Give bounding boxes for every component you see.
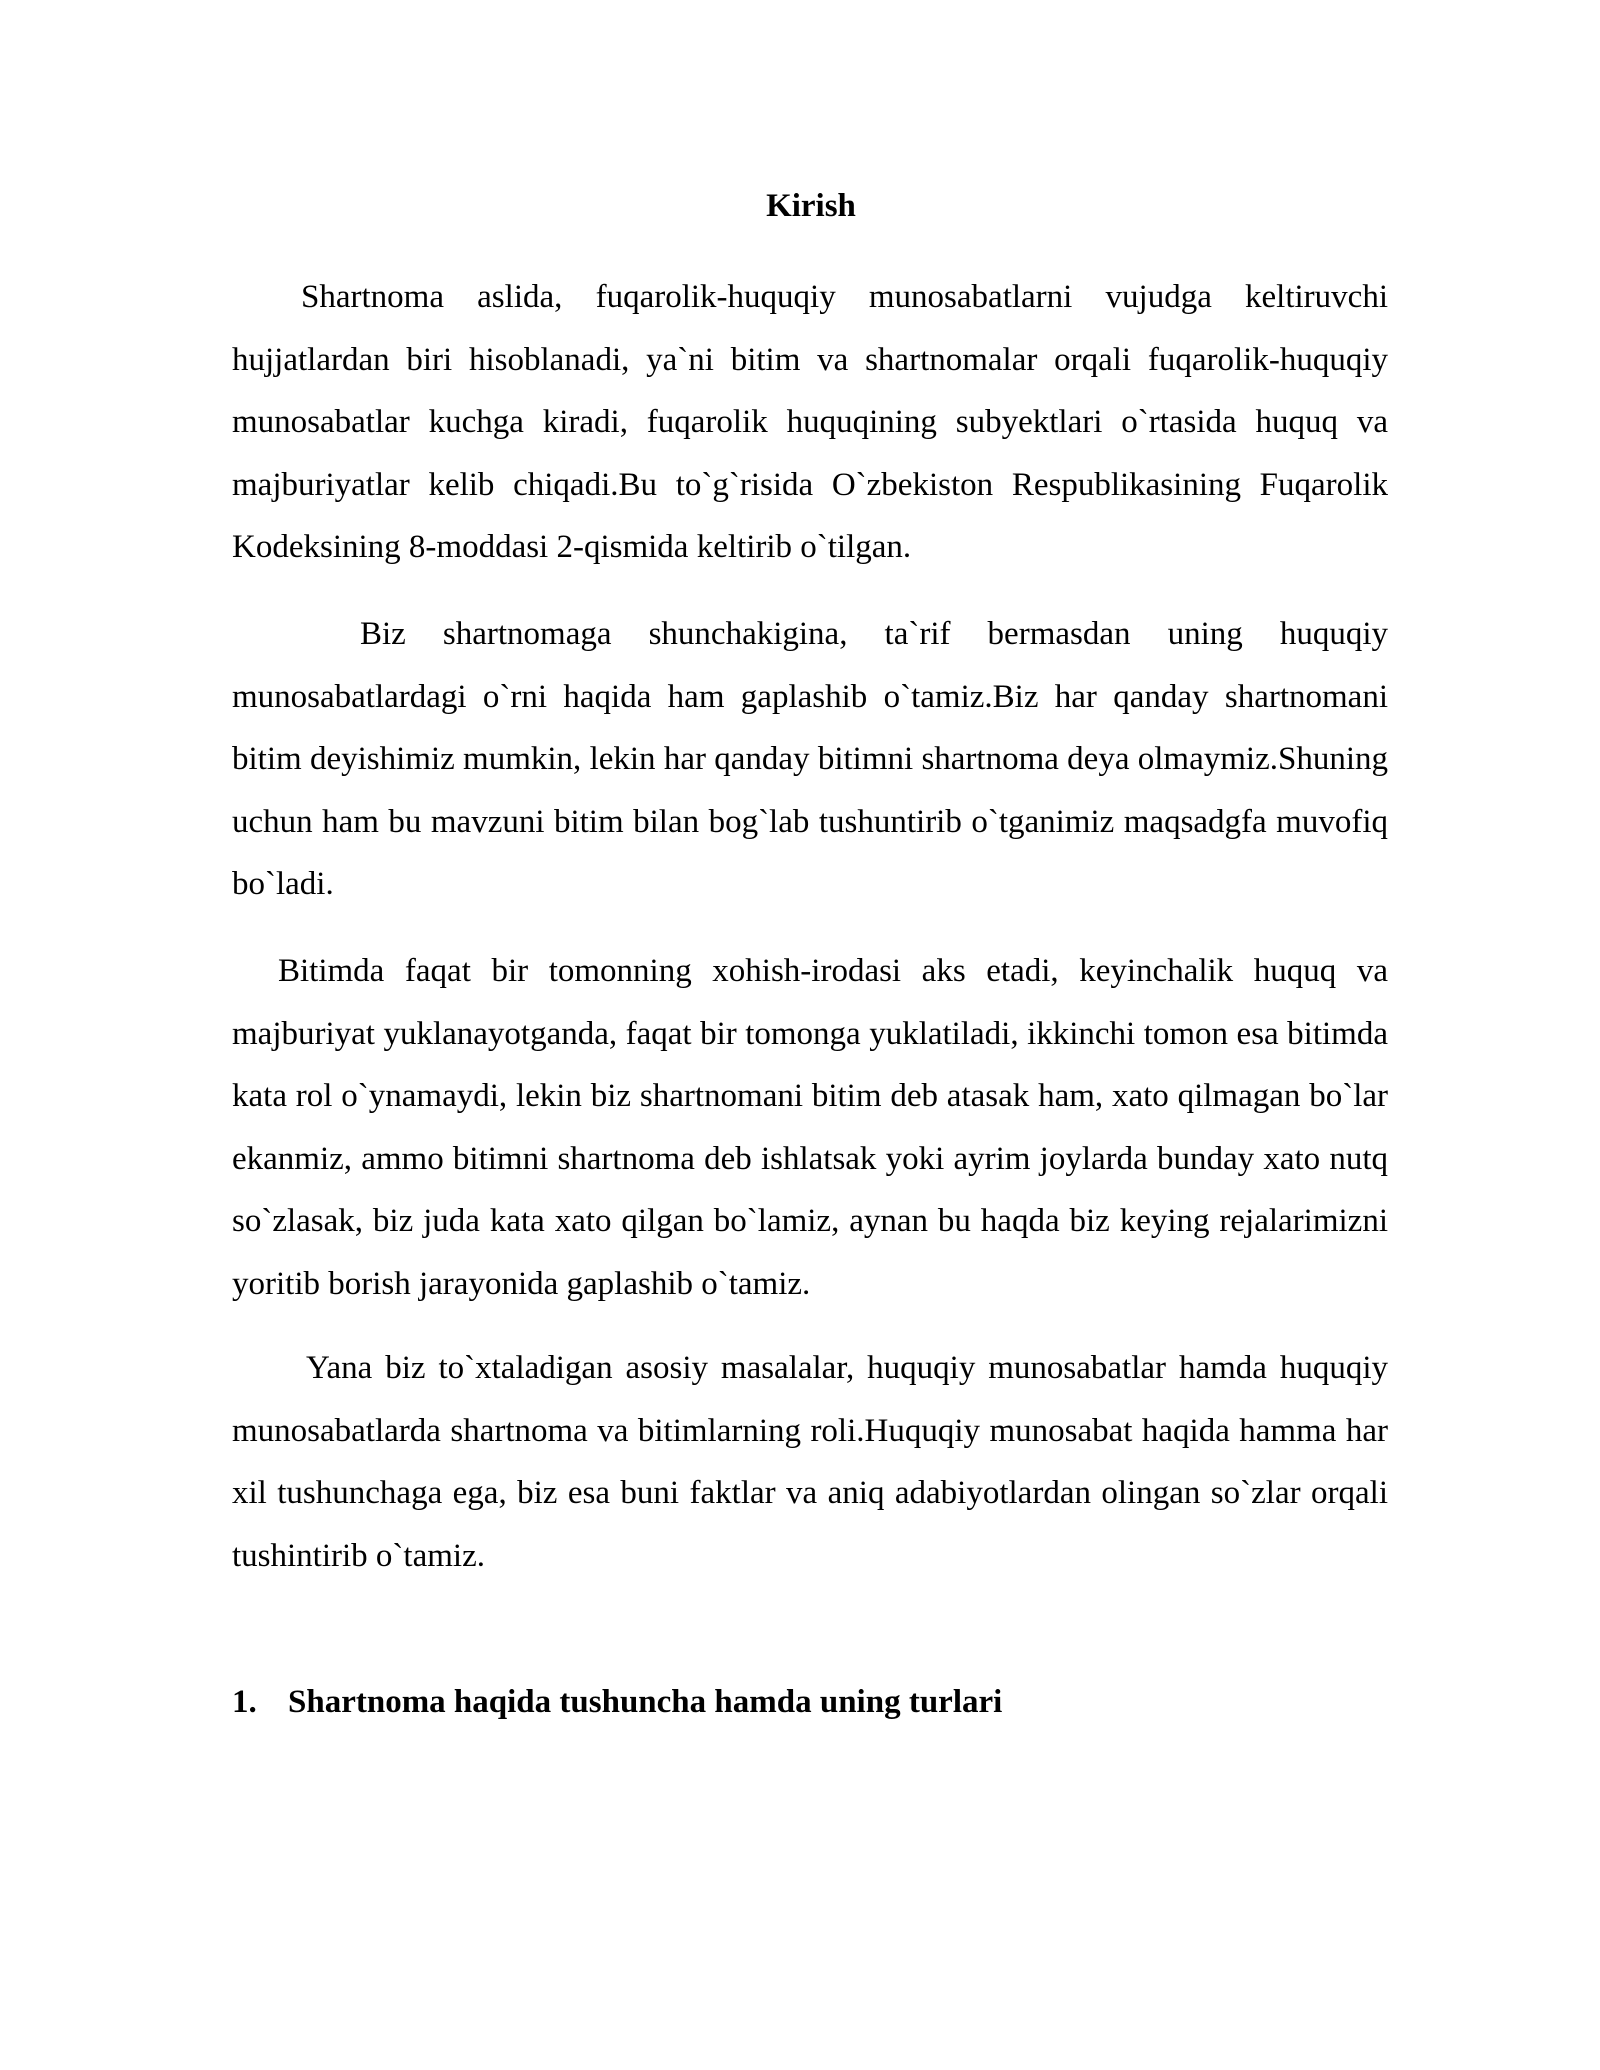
section-heading-text: Shartnoma haqida tushuncha hamda uning turlari: [288, 1684, 1003, 1720]
section-number: 1.: [232, 1684, 257, 1720]
section-heading: [232, 1682, 1388, 1722]
paragraph-1: Shartnoma aslida, fuqarolik-huquqiy munosabatlarni vujudga keltiruvchi hujjatlardan biri hisoblanadi, ya`ni bitim va shartnomalar orqali fuqarolik-huquqiy munosabatlar kuchga kiradi, fuqarolik huquqining subyektlari o`rtasida huquq va majburiyatlar kelib chiqadi.Bu to`g`risida O`zbekiston Respublikasining Fuqarolik Kodeksining 8-moddasi 2-qismida keltirib o`tilgan.: [232, 279, 1388, 565]
paragraph-2: Biz shartnomaga shunchakigina, ta`rif bermasdan uning huquqiy munosabatlardagi o`rni haqida ham gaplashib o`tamiz.Biz har qanday shartnomani bitim deyishimiz mumkin, lekin har qanday bitimni shartnoma deya olmaymiz.Shuning uchun ham bu mavzuni bitim bilan bog`lab tushuntirib o`tganimiz maqsadgfa muvofiq bo`ladi.: [232, 616, 1388, 902]
paragraph-3: Bitimda faqat bir tomonning xohish-irodasi aks etadi, keyinchalik huquq va majburiyat yuklanayotganda, faqat bir tomonga yuklatiladi, ikkinchi tomon esa bitimda kata rol o`ynamaydi, lekin biz shartnomani bitim deb atasak ham, xato qilmagan bo`lar ekanmiz, ammo bitimni shartnoma deb ishlatsak yoki ayrim joylarda bunday xato nutq so`zlasak, biz juda kata xato qilgan bo`lamiz, aynan bu haqda biz keying rejalarimizni yoritib borish jarayonida gaplashib o`tamiz.: [232, 953, 1388, 1302]
paragraph-4: Yana biz to`xtaladigan asosiy masalalar, huquqiy munosabatlar hamda huquqiy munosabatlarda shartnoma va bitimlarning roli.Huquqiy munosabat haqida hamma har xil tushunchaga ega, biz esa buni faktlar va aniq adabiyotlardan olingan so`zlar orqali tushintirib o`tamiz.: [232, 1350, 1388, 1574]
page-title: Kirish: [766, 188, 856, 224]
